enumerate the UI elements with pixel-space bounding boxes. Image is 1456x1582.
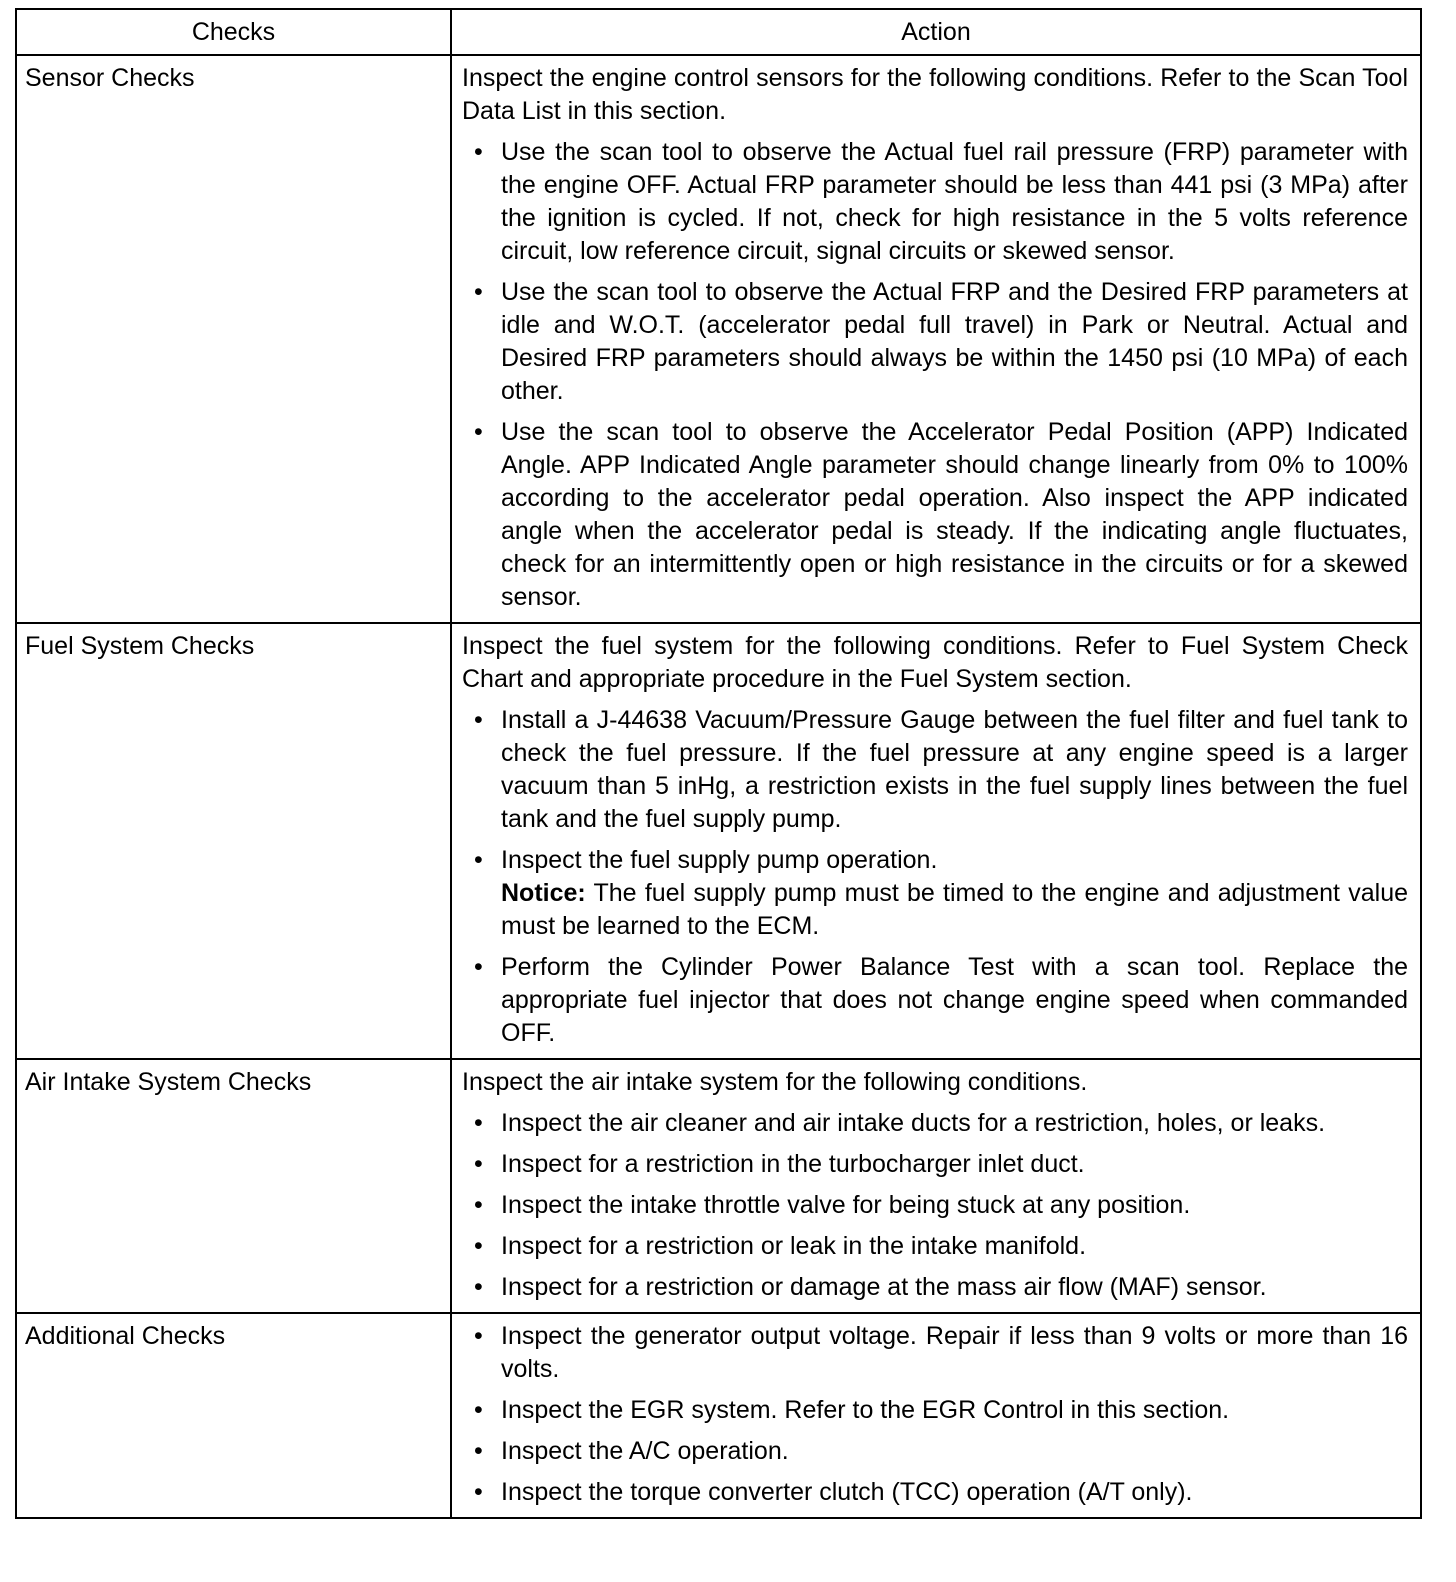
- bullet-text: Inspect for a restriction or damage at the mass air flow (MAF) sensor.: [501, 1273, 1267, 1301]
- table-row: [16, 623, 1421, 1059]
- bullet-text: Inspect the EGR system. Refer to the EGR Control in this section.: [501, 1396, 1230, 1424]
- action-cell: [451, 623, 1421, 1059]
- bullet-icon: •: [474, 138, 483, 166]
- check-label: Fuel System Checks: [16, 623, 451, 1059]
- action-cell: [451, 1313, 1421, 1518]
- list-item: [462, 951, 1408, 1050]
- action-cell: [451, 1059, 1421, 1313]
- notice-label: Notice:: [501, 879, 586, 907]
- list-item: [462, 1476, 1408, 1509]
- bullet-text: Use the scan tool to observe the Actual fuel rail pressure (FRP) parameter with the engine OFF. Actual FRP parameter should be less than 441 psi (3 MPa) after the ignition is cycled. If not, check for high resistance in the 5 volts reference circuit, low reference circuit, signal circuits or skewed sensor.: [501, 138, 1408, 265]
- bullet-list: [462, 704, 1408, 1050]
- list-item: [462, 416, 1408, 614]
- table-row: [16, 55, 1421, 623]
- bullet-list: [462, 1320, 1408, 1509]
- bullet-icon: •: [474, 1109, 483, 1137]
- bullet-icon: •: [474, 706, 483, 734]
- action-intro: Inspect the air intake system for the following conditions.: [462, 1068, 1088, 1096]
- notice: [501, 877, 1408, 943]
- header-checks: Checks: [16, 9, 451, 55]
- bullet-icon: •: [474, 1396, 483, 1424]
- bullet-icon: •: [474, 418, 483, 446]
- bullet-list: [462, 136, 1408, 614]
- action-intro: Inspect the engine control sensors for the following conditions. Refer to the Scan Tool Data List in this section.: [462, 64, 1408, 125]
- list-item: [462, 276, 1408, 408]
- table-row: [16, 1313, 1421, 1518]
- bullet-text: Inspect the torque converter clutch (TCC) operation (A/T only).: [501, 1478, 1193, 1506]
- table-row: [16, 1059, 1421, 1313]
- header-row: [16, 9, 1421, 55]
- bullet-text: Inspect the intake throttle valve for being stuck at any position.: [501, 1191, 1191, 1219]
- list-item: [462, 1271, 1408, 1304]
- list-item: [462, 1394, 1408, 1427]
- action-cell: [451, 55, 1421, 623]
- check-label: Sensor Checks: [16, 55, 451, 623]
- list-item: [462, 136, 1408, 268]
- check-label: Additional Checks: [16, 1313, 451, 1518]
- bullet-list: [462, 1107, 1408, 1304]
- bullet-text: Inspect the A/C operation.: [501, 1437, 789, 1465]
- bullet-icon: •: [474, 953, 483, 981]
- bullet-text: Inspect the fuel supply pump operation.: [501, 846, 938, 874]
- bullet-icon: •: [474, 1232, 483, 1260]
- bullet-text: Inspect for a restriction in the turbocharger inlet duct.: [501, 1150, 1085, 1178]
- list-item: [462, 1320, 1408, 1386]
- bullet-text: Use the scan tool to observe the Actual FRP and the Desired FRP parameters at idle and W.O.T. (accelerator pedal full travel) in Park or Neutral. Actual and Desired FRP parameters should always be within the 1450 psi (10 MPa) of each other.: [501, 278, 1408, 405]
- bullet-icon: •: [474, 1191, 483, 1219]
- list-item: [462, 1148, 1408, 1181]
- bullet-text: Perform the Cylinder Power Balance Test with a scan tool. Replace the appropriate fuel injector that does not change engine speed when commanded OFF.: [501, 953, 1408, 1047]
- list-item: [462, 844, 1408, 943]
- bullet-text: Inspect the generator output voltage. Repair if less than 9 volts or more than 16 volts.: [501, 1322, 1408, 1383]
- notice-text: The fuel supply pump must be timed to the engine and adjustment value must be learned to the ECM.: [501, 879, 1408, 940]
- list-item: [462, 704, 1408, 836]
- bullet-text: Use the scan tool to observe the Accelerator Pedal Position (APP) Indicated Angle. APP Indicated Angle parameter should change linearly from 0% to 100% according to the accelerator pedal operation. Also inspect the APP indicated angle when the accelerator pedal is steady. If the indicating angle fluctuates, check for an intermittently open or high resistance in the circuits or for a skewed sensor.: [501, 418, 1408, 611]
- bullet-icon: •: [474, 846, 483, 874]
- check-label: Air Intake System Checks: [16, 1059, 451, 1313]
- bullet-icon: •: [474, 1150, 483, 1178]
- bullet-text: Install a J-44638 Vacuum/Pressure Gauge between the fuel filter and fuel tank to check the fuel pressure. If the fuel pressure at any engine speed is a larger vacuum than 5 inHg, a restriction exists in the fuel supply lines between the fuel tank and the fuel supply pump.: [501, 706, 1408, 833]
- bullet-icon: •: [474, 1273, 483, 1301]
- bullet-icon: •: [474, 1322, 483, 1350]
- bullet-text: Inspect the air cleaner and air intake ducts for a restriction, holes, or leaks.: [501, 1109, 1326, 1137]
- list-item: [462, 1435, 1408, 1468]
- header-action: Action: [451, 9, 1421, 55]
- list-item: [462, 1189, 1408, 1222]
- checks-table: [15, 8, 1422, 1519]
- bullet-icon: •: [474, 1437, 483, 1465]
- bullet-text: Inspect for a restriction or leak in the intake manifold.: [501, 1232, 1087, 1260]
- bullet-icon: •: [474, 278, 483, 306]
- list-item: [462, 1107, 1408, 1140]
- action-intro: Inspect the fuel system for the following conditions. Refer to Fuel System Check Chart and appropriate procedure in the Fuel System section.: [462, 632, 1408, 693]
- list-item: [462, 1230, 1408, 1263]
- bullet-icon: •: [474, 1478, 483, 1506]
